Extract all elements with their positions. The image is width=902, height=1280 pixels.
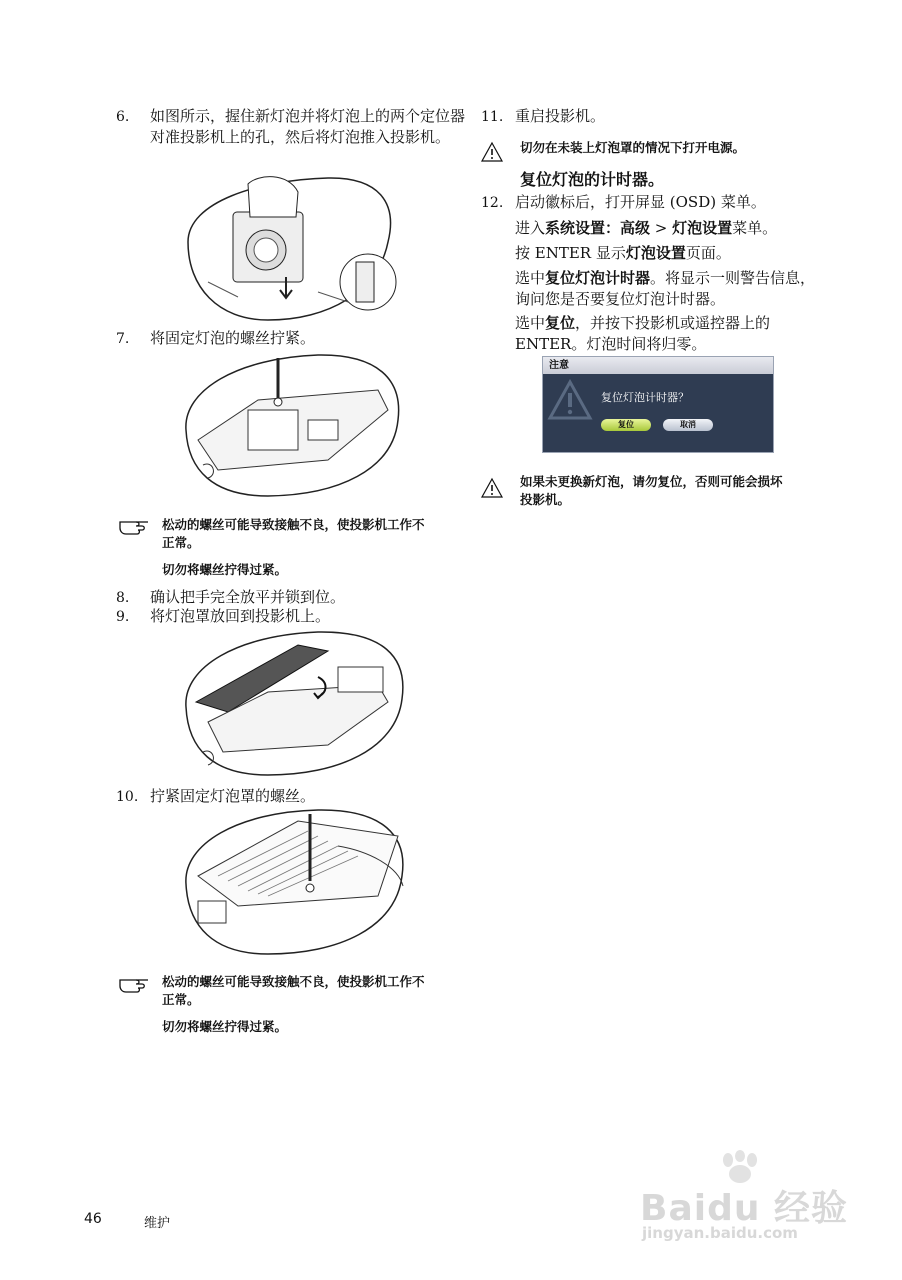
lamp-cover-illustration	[178, 627, 410, 779]
instruction-paragraph: 选中复位，并按下投影机或遥控器上的 ENTER。灯泡时间将归零。	[515, 314, 771, 353]
section-name: 维护	[144, 1216, 171, 1231]
watermark-url: jingyan.baidu.com	[642, 1224, 798, 1242]
step-number: 12.	[481, 195, 504, 211]
step-number: 6.	[116, 109, 130, 125]
step-number: 10.	[116, 789, 139, 805]
caution-text: 如果未更换新灯泡，请勿复位，否则可能会损坏	[520, 474, 783, 489]
cancel-button[interactable]: 取消	[663, 419, 713, 431]
page-number: 46	[84, 1211, 102, 1227]
warning-triangle-icon	[547, 379, 593, 421]
note-line: 松动的螺丝可能导致接触不良，使投影机工作不	[162, 974, 425, 989]
lamp-insert-illustration	[178, 172, 400, 324]
reset-dialog-screenshot	[542, 356, 774, 453]
note-line: 切勿将螺丝拧得过紧。	[162, 1019, 288, 1034]
instruction-paragraph: 按 ENTER 显示灯泡设置页面。	[515, 244, 731, 262]
step-text: 将灯泡罩放回到投影机上。	[150, 607, 331, 625]
step-number: 9.	[116, 609, 130, 625]
paw-icon	[718, 1150, 762, 1184]
note-hand-icon	[118, 516, 150, 540]
dialog-title: 注意	[543, 357, 773, 374]
caution-icon	[480, 477, 504, 503]
dialog-message: 复位灯泡计时器？	[601, 391, 689, 404]
step-text: 拧紧固定灯泡罩的螺丝。	[150, 787, 316, 805]
note-line: 正常。	[162, 992, 200, 1007]
baidu-watermark	[640, 1150, 860, 1250]
step-text: 如图所示，握住新灯泡并将灯泡上的两个定位器对准投影机上的孔，然后将灯泡推入投影机。	[150, 107, 466, 146]
caution-text: 切勿在未装上灯泡罩的情况下打开电源。	[520, 140, 746, 155]
caution-text: 投影机。	[520, 492, 571, 507]
note-line: 正常。	[162, 535, 200, 550]
note-line: 松动的螺丝可能导致接触不良，使投影机工作不	[162, 517, 425, 532]
step-number: 8.	[116, 590, 130, 606]
reset-button[interactable]: 复位	[601, 419, 651, 431]
step-number: 11.	[481, 109, 504, 125]
step-number: 7.	[116, 331, 130, 347]
watermark-brand: Baidu 经验	[640, 1188, 849, 1229]
section-heading: 复位灯泡的计时器。	[520, 170, 665, 189]
step-text: 重启投影机。	[515, 107, 606, 125]
note-hand-icon	[118, 974, 150, 998]
step-text: 启动徽标后，打开屏显 (OSD) 菜单。	[515, 193, 766, 211]
instruction-paragraph: 进入系统设置：高级 > 灯泡设置菜单。	[515, 219, 778, 237]
note-line: 切勿将螺丝拧得过紧。	[162, 562, 288, 577]
step-text: 将固定灯泡的螺丝拧紧。	[150, 329, 316, 347]
cover-screw-illustration	[178, 806, 410, 958]
caution-icon	[480, 141, 504, 167]
step-text: 确认把手完全放平并锁到位。	[150, 588, 346, 606]
instruction-paragraph: 选中复位灯泡计时器。将显示一则警告信息， 询问您是否要复位灯泡计时器。	[515, 269, 816, 308]
screw-tighten-illustration	[178, 350, 406, 500]
